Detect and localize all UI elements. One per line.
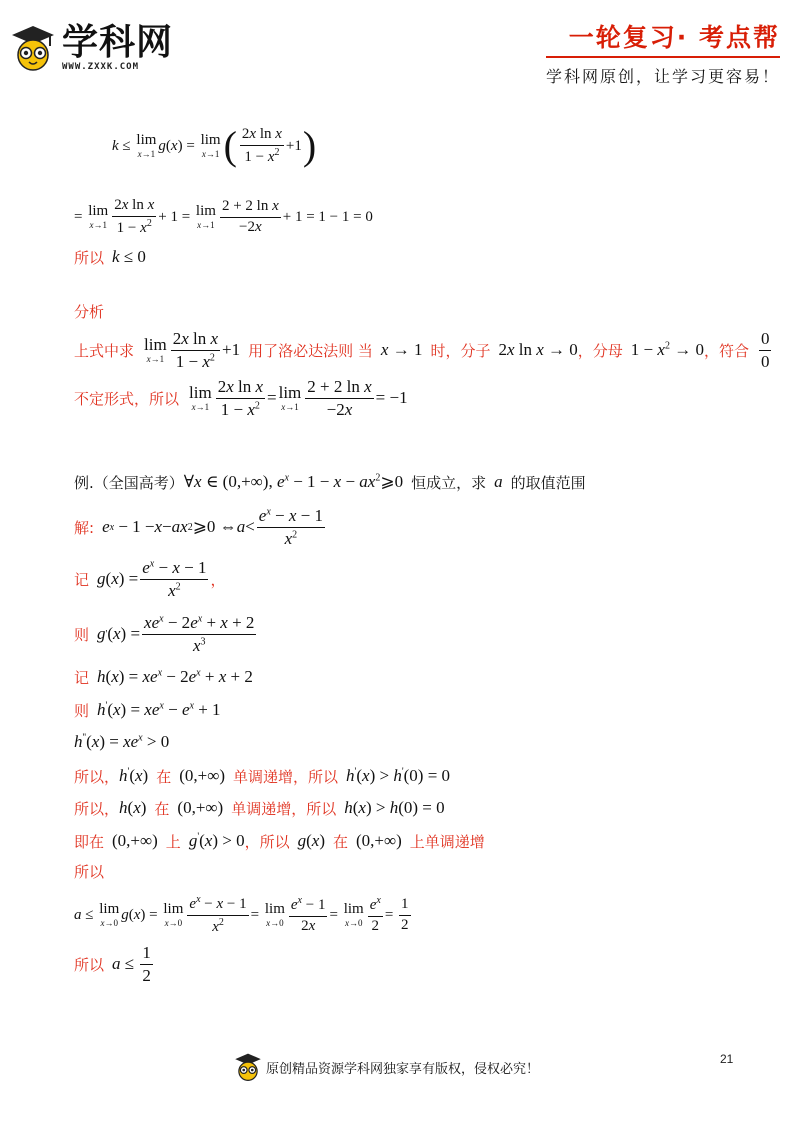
formula-line-1: k ≤ lim x→1 g ( x ) = lim x→1 ( $\frac{\text{2x ln x}}{1 - x^2}$ +1 )	[112, 123, 317, 168]
header-logo	[10, 24, 173, 72]
define-g: 记 g ( x ) = $\frac{e^x - x - 1}{x^2}$ ，	[74, 557, 226, 600]
dandiao-2: 单调递增，所以	[231, 799, 337, 818]
header-slogan-block	[546, 18, 780, 87]
shang-label: 上	[165, 832, 181, 851]
analysis-text-5: ，符合	[703, 341, 749, 360]
conclusion-k: 所以 k ≤ 0	[74, 247, 146, 267]
derivative-g: 则 g ' ( x ) = $\frac{xe^x - 2e^x + x + 2}{x^3}$	[74, 612, 255, 655]
second-derivative-h: $h''(x) = xe^x > 0$	[74, 732, 170, 751]
suoyi-comma-2: 所以，	[74, 799, 120, 818]
ze-label-1: 则	[74, 625, 90, 644]
suoyi-comma-1: 所以，	[74, 767, 120, 786]
example-label: 例.（全国高考）	[74, 473, 184, 492]
owl-mascot-icon	[234, 1052, 262, 1082]
analysis-line-2: 不定形式，所以 lim x→1 $\frac{\text{2x ln x}}{1 - x^2}$ = lim x→1 $\frac{\text{2 + 2 ln x}}{-2x}$ = −1	[74, 376, 408, 419]
zai-2: 在	[154, 799, 170, 818]
dandiao-1: 单调递增，所以	[233, 767, 339, 786]
ji-label-2: 记	[74, 668, 90, 687]
analysis-text-1: 上式中求	[74, 341, 135, 360]
define-h: 记 $h(x) = xe^x - 2e^x + x + 2$	[74, 667, 253, 687]
logo-url: WWW.ZXXK.COM	[62, 62, 140, 72]
suoyi-label: 所以	[74, 248, 105, 267]
slogan-underline	[546, 56, 780, 58]
zai-1: 在	[156, 767, 172, 786]
derivative-h: 则 $h'(x) = xe^x - e^x + 1$	[74, 700, 221, 720]
footer	[234, 1052, 539, 1082]
h-prime-increasing: 所以， h'(x) 在 (0,+∞) 单调递增，所以 h'(x) > h'(0) = 0	[74, 766, 451, 786]
jizai-label: 即在	[74, 832, 105, 851]
interval-4: (0,+∞)	[356, 831, 402, 850]
logo-text: 学科网	[62, 22, 174, 63]
analysis-text-3: 时，分子	[430, 341, 491, 360]
shang-dandiao: 上单调递增	[409, 832, 485, 851]
analysis-line-1: 上式中求 lim x→1 $\frac{\text{2x ln x}}{1 - x^2}$ +1 用了洛必达法则 当 x → 1 时，分子 2x ln x → 0 ，分母 $1 - x^2 \to 0$ ，符合 $\frac{0}{0}$	[74, 328, 770, 371]
slogan: 一轮复习· 考点帮	[568, 23, 780, 52]
example-cond: 恒成立，求	[411, 473, 487, 492]
owl-mascot-icon	[10, 24, 56, 72]
ji-label-1: 记	[74, 570, 90, 589]
suoyi-mid: ，所以	[244, 832, 290, 851]
example-tail: 的取值范围	[510, 473, 586, 492]
formula-line-2: = lim x→1 $\frac{\text{2x ln x}}{1 - x^2}$ + 1 = lim x→1 $\frac{\text{2 + 2 ln x}}{-2x}$ + 1 = 1 − 1 = 0	[74, 197, 373, 236]
page-number: 21	[720, 1052, 734, 1066]
h-increasing: 所以， h(x) 在 (0,+∞) 单调递增，所以 h(x) > h(0) = 0	[74, 798, 445, 818]
final-limit: a ≤ lim x→0 g ( x ) = lim x→0 $\frac{e^x - x - 1}{x^2}$ = lim x→0 $\frac{e^x - 1}{2x}$ = lim x→0 $\frac{e^x}{2}$ = $\frac{1}{2}$	[74, 894, 409, 935]
analysis-heading: 分析	[74, 302, 105, 321]
tagline: 学科网原创，让学习更容易！	[545, 67, 780, 86]
g-increasing: 即在 (0,+∞) 上 g'(x) > 0 ，所以 g(x) 在 (0,+∞) 上单调递增	[74, 831, 485, 851]
ze-label-2: 则	[74, 701, 90, 720]
jie-label: 解:	[74, 518, 95, 537]
footer-copyright: 原创精品资源学科网独家享有版权，侵权必究！	[266, 1061, 540, 1077]
interval-2: (0,+∞)	[177, 798, 224, 817]
analysis-text-2: 用了洛必达法则 当	[248, 341, 373, 360]
final-conclusion: 所以 a ≤ $\frac{1}{2}$	[74, 942, 151, 985]
analysis-text-6: 不定形式，所以	[74, 389, 180, 408]
interval-1: (0,+∞)	[179, 766, 226, 785]
suoyi-line: 所以	[74, 862, 105, 881]
zai-3: 在	[333, 832, 349, 851]
interval-3: (0,+∞)	[112, 831, 158, 850]
final-a: a	[112, 954, 121, 973]
analysis-text-4: ，分母	[577, 341, 623, 360]
solution-line: 解: e x − 1 − x − ax 2 ⩾0 ⇔ a < $\frac{e^x - x - 1}{x^2}$	[74, 505, 324, 548]
suoyi-final: 所以	[74, 955, 105, 974]
example-statement: 例.（全国高考） ∀x ∈ (0,+∞), $e^x - 1 - x$ − $ax^2⩾0$ 恒成立，求 a 的取值范围	[74, 472, 586, 492]
